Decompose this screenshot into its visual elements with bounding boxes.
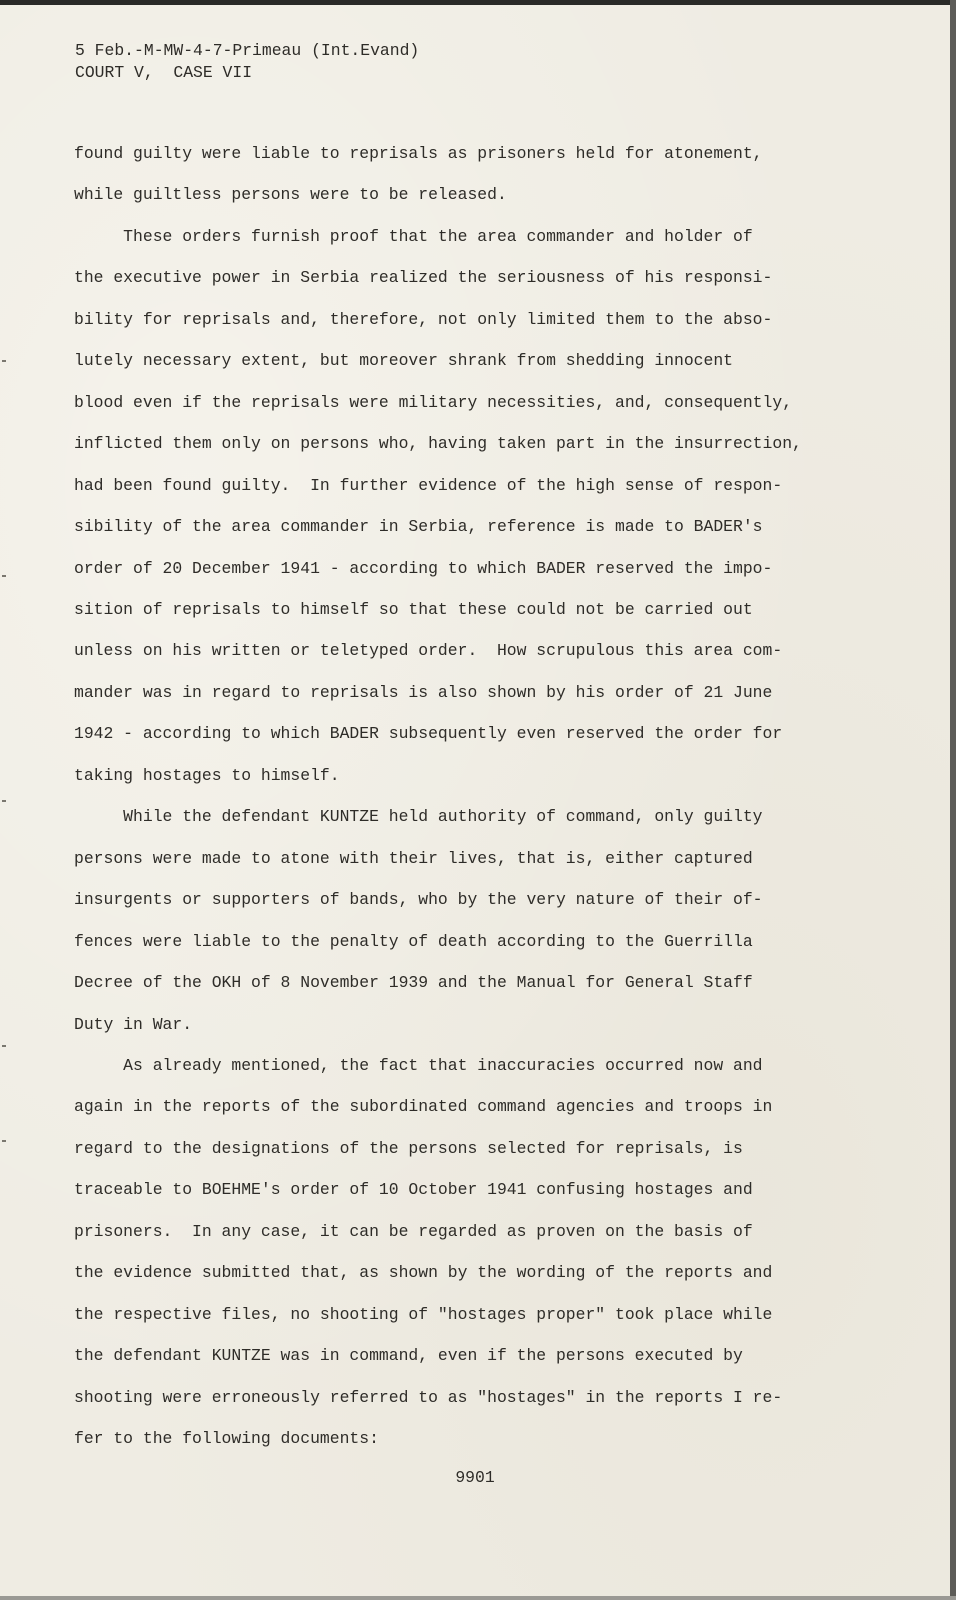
body-line: unless on his written or teletyped order. How scrupulous this area com- xyxy=(74,641,783,661)
body-line: shooting were erroneously referred to as "hostages" in the reports I re- xyxy=(74,1387,783,1407)
body-line: had been found guilty. In further evidence of the high sense of respon- xyxy=(74,475,783,495)
body-line: blood even if the reprisals were military necessities, and, consequently, xyxy=(74,392,793,412)
body-line: lutely necessary extent, but moreover shrank from shedding innocent xyxy=(74,351,734,371)
body-line: inflicted them only on persons who, having taken part in the insurrection, xyxy=(74,434,802,454)
scan-edge-shadow xyxy=(950,0,956,1600)
body-line: the respective files, no shooting of "hostages proper" took place while xyxy=(74,1304,773,1324)
reference-line: 5 Feb.-M-MW-4-7-Primeau (Int.Evand) xyxy=(75,41,420,60)
body-line: insurgents or supporters of bands, who by the very nature of their of- xyxy=(74,890,763,910)
body-line: Duty in War. xyxy=(74,1014,193,1034)
margin-tick-mark xyxy=(2,1045,6,1047)
body-line: fences were liable to the penalty of death according to the Guerrilla xyxy=(74,931,753,951)
margin-tick-mark xyxy=(2,800,6,802)
body-line: sibility of the area commander in Serbia, reference is made to BADER's xyxy=(74,517,763,537)
body-line: prisoners. In any case, it can be regarded as proven on the basis of xyxy=(74,1221,753,1241)
body-line: again in the reports of the subordinated command agencies and troops in xyxy=(74,1097,773,1117)
body-line: the executive power in Serbia realized the seriousness of his responsi- xyxy=(74,268,773,288)
body-line: 1942 - according to which BADER subsequently even reserved the order for xyxy=(74,724,783,744)
body-line: the evidence submitted that, as shown by the wording of the reports and xyxy=(74,1263,773,1283)
body-line: Decree of the OKH of 8 November 1939 and the Manual for General Staff xyxy=(74,973,753,992)
body-line: persons were made to atone with their lives, that is, either captured xyxy=(74,848,753,868)
body-line: the defendant KUNTZE was in command, even if the persons executed by xyxy=(74,1346,743,1366)
margin-tick-mark xyxy=(2,1140,6,1142)
page-number: 9901 xyxy=(455,1468,495,1487)
body-line: mander was in regard to reprisals is also shown by his order of 21 June xyxy=(74,682,773,702)
body-line: found guilty were liable to reprisals as prisoners held for atonement, xyxy=(74,144,763,163)
court-case-line: COURT V, CASE VII xyxy=(75,63,253,82)
body-line: while guiltless persons were to be released. xyxy=(74,185,507,205)
margin-tick-mark xyxy=(2,575,6,577)
body-line: As already mentioned, the fact that inaccuracies occurred now and xyxy=(74,1055,763,1075)
body-line: traceable to BOEHME's order of 10 October 1941 confusing hostages and xyxy=(74,1180,753,1200)
document-page xyxy=(0,5,950,1599)
scan-bottom-edge xyxy=(0,1596,956,1600)
body-line: sition of reprisals to himself so that these could not be carried out xyxy=(74,600,753,619)
margin-tick-mark xyxy=(2,360,6,362)
body-line: While the defendant KUNTZE held authority of command, only guilty xyxy=(74,807,763,827)
body-line: These orders furnish proof that the area commander and holder of xyxy=(74,226,753,246)
body-line: taking hostages to himself. xyxy=(74,765,340,785)
body-line: fer to the following documents: xyxy=(74,1429,379,1448)
body-line: regard to the designations of the persons selected for reprisals, is xyxy=(74,1138,743,1158)
body-line: order of 20 December 1941 - according to which BADER reserved the impo- xyxy=(74,558,773,578)
body-line: bility for reprisals and, therefore, not only limited them to the abso- xyxy=(74,309,773,329)
